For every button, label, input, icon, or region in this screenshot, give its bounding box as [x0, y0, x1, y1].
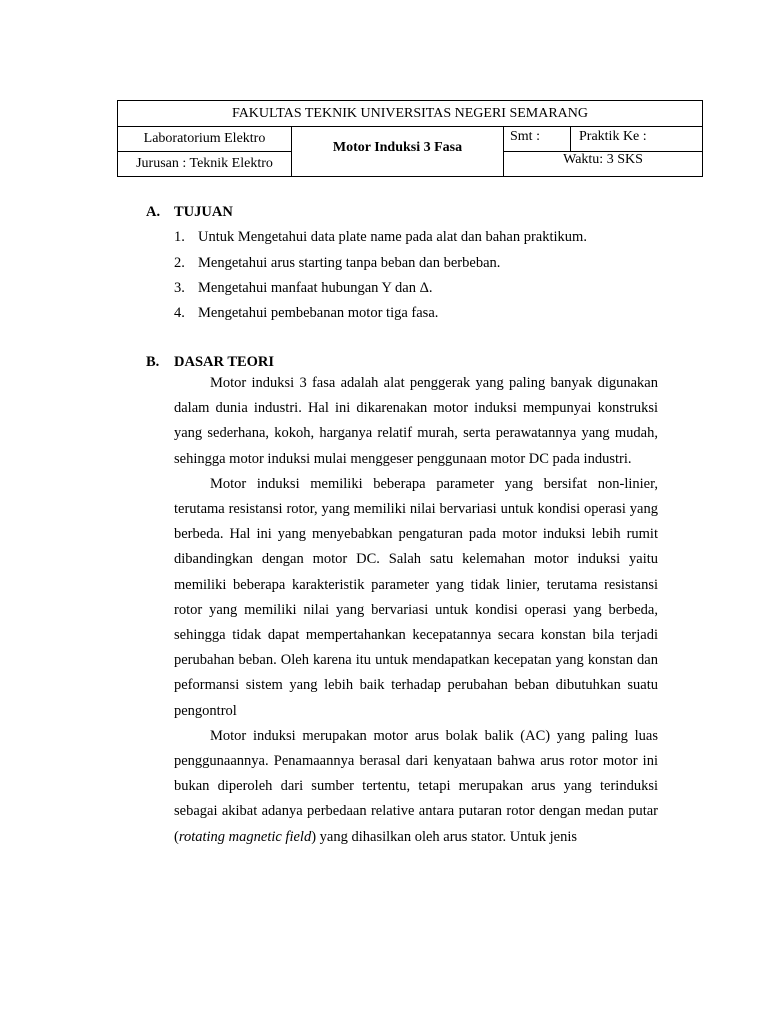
- section-title: TUJUAN: [174, 204, 233, 220]
- theory-body: [174, 371, 658, 850]
- practicum-label: Praktik Ke :: [579, 129, 647, 144]
- faculty-name: FAKULTAS TEKNIK UNIVERSITAS NEGERI SEMARANG: [231, 105, 589, 121]
- italic-term: rotating magnetic field: [178, 828, 312, 845]
- list-text: Mengetahui pembebanan motor tiga fasa.: [198, 305, 439, 321]
- theory-paragraph: Motor induksi 3 fasa adalah alat penggerak yang paling banyak digunakan dalam dunia industri. Hal ini dikarenakan motor induksi mempunyai konstruksi yang sederhana, kokoh, harganya relatif murah, serta perawatannya yang mudah, sehingga motor induksi mulai menggeser penggunaan motor DC pada industri.: [174, 375, 658, 467]
- list-text: Untuk Mengetahui data plate name pada alat dan bahan praktikum.: [198, 229, 587, 245]
- course-title: Motor Induksi 3 Fasa: [332, 139, 463, 155]
- section-title: DASAR TEORI: [174, 354, 275, 370]
- section-letter: B.: [146, 354, 160, 370]
- list-text: Mengetahui arus starting tanpa beban dan berbeban.: [198, 255, 501, 271]
- lab-name: Laboratorium Elektro: [143, 130, 266, 146]
- theory-paragraph: Motor induksi memiliki beberapa parameter yang bersifat non-linier, terutama resistansi rotor, yang memiliki nilai bervariasi untuk kondisi operasi yang berbeda. Hal ini yang menyebabkan pengaturan pada motor induksi lebih rumit dibandingkan dengan motor DC. Salah satu kelemahan motor induksi yaitu memiliki beberapa karakteristik parameter yang tidak linier, terutama resistansi rotor yang memiliki nilai yang bervariasi untuk kondisi operasi yang berbeda, sehingga tidak dapat mempertahankan kecepatannya secara konstan bila terjadi perubahan beban. Oleh karena itu untuk mendapatkan kecepatan yang konstan dan peformansi sistem yang lebih baik terhadap perubahan beban dibutuhkan suatu pengontrol: [174, 475, 658, 719]
- list-number: 2.: [174, 255, 185, 271]
- list-text: Mengetahui manfaat hubungan Y dan Δ.: [198, 280, 433, 296]
- semester-label: Smt :: [510, 129, 540, 144]
- list-number: 3.: [174, 280, 185, 296]
- list-number: 1.: [174, 229, 185, 245]
- department-name: Jurusan : Teknik Elektro: [136, 155, 273, 171]
- section-letter: A.: [146, 204, 161, 220]
- list-number: 4.: [174, 305, 185, 321]
- paragraph-text: Motor induksi merupakan motor arus bolak balik (AC) yang paling luas penggunaannya. Penamaannya berasal dari kenyataan bahwa arus rotor motor ini bukan diperoleh dari sumber tertentu, tetapi merupakan arus yang terinduksi sebagai akibat adanya perbedaan relative antara putaran rotor dengan medan putar (: [174, 727, 658, 845]
- paragraph-text: ) yang dihasilkan oleh arus stator. Untuk jenis: [311, 828, 578, 845]
- header-table: [117, 100, 703, 177]
- time-allotment: Waktu: 3 SKS: [563, 151, 643, 167]
- theory-paragraph: [174, 724, 658, 850]
- table-rule: [570, 126, 571, 151]
